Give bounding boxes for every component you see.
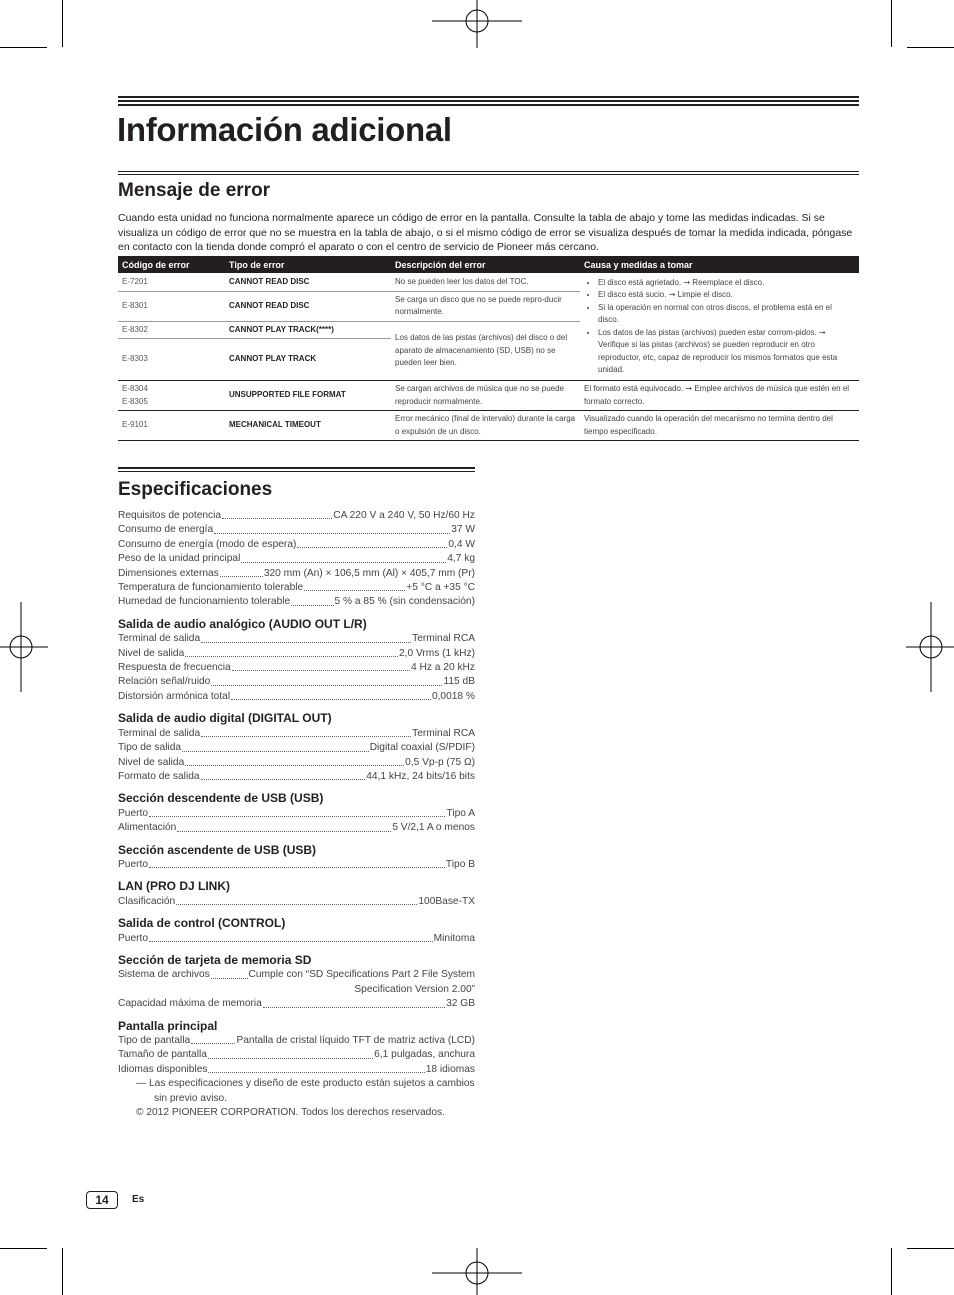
spec-row	[118, 741, 475, 755]
dot-leader	[182, 741, 369, 751]
error-type: CANNOT READ DISC	[225, 273, 391, 291]
table-row	[118, 411, 859, 441]
spec-group-heading: Sección de tarjeta de memoria SD	[118, 952, 312, 967]
spec-group-heading: Salida de audio digital (DIGITAL OUT)	[118, 711, 332, 726]
dot-leader	[211, 675, 442, 685]
section-rule	[118, 471, 475, 472]
spec-value: Terminal RCA	[412, 633, 475, 645]
crop-mark	[0, 1248, 47, 1249]
page-title: Información adicional	[117, 111, 452, 148]
spec-label: Tipo de pantalla	[118, 1035, 191, 1046]
crop-mark	[907, 1248, 954, 1249]
spec-value: 6,1 pulgadas, anchura	[374, 1049, 475, 1061]
spec-value: CA 220 V a 240 V, 50 Hz/60 Hz	[333, 510, 475, 521]
error-type: CANNOT PLAY TRACK	[225, 339, 391, 381]
crop-mark	[891, 1248, 892, 1295]
registration-mark-right	[906, 602, 954, 692]
spec-value: 18 idiomas	[425, 1063, 475, 1075]
dot-leader	[149, 932, 433, 942]
error-code: E-8303	[118, 339, 225, 381]
spec-row	[118, 932, 475, 946]
spec-label: Requisitos de potencia	[118, 510, 222, 521]
specs-note: — Las especificaciones y diseño de este producto están sujetos a cambios sin previo aviso.	[136, 1078, 475, 1104]
registration-mark-left	[0, 602, 48, 692]
spec-value: 320 mm (An) × 106,5 mm (Al) × 405,7 mm (Pr)	[263, 567, 475, 579]
spec-row	[118, 567, 475, 581]
spec-row	[118, 858, 475, 872]
error-desc: No se pueden leer los datos del TOC.	[391, 273, 580, 291]
spec-value: 44,1 kHz, 24 bits/16 bits	[366, 770, 475, 782]
spec-label: Terminal de salida	[118, 727, 201, 739]
error-desc: Error mecánico (final de intervalo) durante la carga o expulsión de un disco.	[391, 411, 580, 441]
table-row	[118, 381, 859, 411]
error-table-header	[118, 256, 859, 273]
dot-leader	[304, 581, 405, 591]
error-desc: Los datos de las pistas (archivos) del disco o del aparato de almacenamiento (SD, USB) no se pueden leer bien.	[391, 321, 580, 381]
spec-row	[118, 509, 475, 523]
spec-row	[118, 756, 475, 770]
error-cause: El formato está equivocado. ➞ Emplee archivos de música que estén en el formato correcto.	[580, 381, 859, 411]
header-desc: Descripción del error	[391, 256, 580, 273]
crop-mark	[62, 0, 63, 47]
spec-value: Minitoma	[433, 932, 475, 944]
spec-row	[118, 675, 475, 689]
spec-label: Consumo de energía (modo de espera)	[118, 538, 297, 550]
spec-value: Tipo A	[446, 807, 475, 819]
dot-leader	[263, 997, 445, 1007]
spec-value-continued: Specification Version 2.00”	[354, 983, 475, 995]
error-desc: Se cargan archivos de música que no se puede reproducir normalmente.	[391, 381, 580, 411]
spec-row	[118, 770, 475, 784]
header-cause: Causa y medidas a tomar	[580, 256, 859, 273]
header-type: Tipo de error	[225, 256, 391, 273]
cause-bullet: • Los datos de las pistas (archivos) pueden estar corrom-pidos. ➞ Verifique si las pistas (archivos) se pueden reproducir en otro reproductor, etc, capaz de reproducir los mismos formatos que esta unidad.	[598, 327, 855, 377]
spec-label: Temperatura de funcionamiento tolerable	[118, 582, 304, 594]
dot-leader	[201, 727, 411, 737]
spec-group-heading: Pantalla principal	[118, 1018, 218, 1033]
section-rule	[118, 467, 475, 469]
spec-value: Digital coaxial (S/PDIF)	[369, 742, 475, 754]
dot-leader	[220, 567, 263, 577]
cause-bullet: • El disco está sucio. ➞ Limpie el disco.	[598, 289, 855, 302]
spec-label: Dimensiones externas	[118, 567, 219, 579]
table-row	[118, 273, 859, 291]
section-rule	[118, 174, 859, 175]
spec-value: 5 % a 85 % (sin condensación)	[334, 596, 475, 608]
spec-label: Clasificación	[118, 895, 176, 907]
error-cause: Visualizado cuando la operación del mecanismo no termina dentro del tiempo especificado.	[580, 411, 859, 441]
spec-label: Relación señal/ruido	[118, 676, 211, 688]
spec-row	[118, 523, 475, 537]
cause-bullet: • El disco está agrietado. ➞ Reemplace el disco.	[598, 277, 855, 290]
error-code: E-9101	[118, 411, 225, 441]
title-rule	[118, 96, 859, 108]
dot-leader	[191, 1034, 235, 1044]
section-rule	[118, 171, 859, 172]
spec-value: 0,5 Vp-p (75 Ω)	[405, 756, 475, 768]
spec-row	[118, 552, 475, 566]
error-intro: Cuando esta unidad no funciona normalmente aparece un código de error en la pantalla. Consulte la tabla de abajo y tome las medidas indicadas. Si se visualiza un código de error que no se muestra en la tabla de abajo, o si el mismo código de error se visualiza después de tomar la medida indicada, póngase en contacto con la tienda donde compró el aparato o con el centro de servicio de Pioneer más cercano.	[118, 212, 853, 253]
registration-mark-top	[432, 0, 522, 48]
dot-leader	[291, 595, 333, 605]
spec-value: Pantalla de cristal líquido TFT de matriz activa (LCD)	[236, 1035, 475, 1046]
spec-row	[118, 1048, 475, 1062]
registration-mark-bottom	[432, 1248, 522, 1295]
header-code: Código de error	[118, 256, 225, 273]
spec-row	[118, 1034, 475, 1048]
spec-group-heading: Sección ascendente de USB (USB)	[118, 842, 317, 857]
spec-row	[118, 727, 475, 741]
spec-value: 0,4 W	[448, 538, 475, 550]
spec-value: 4 Hz a 20 kHz	[411, 662, 475, 674]
spec-row	[118, 647, 475, 661]
spec-group-heading: LAN (PRO DJ LINK)	[118, 879, 230, 894]
spec-value: 32 GB	[446, 998, 475, 1010]
dot-leader	[208, 1063, 424, 1073]
dot-leader	[297, 538, 447, 548]
spec-label: Capacidad máxima de memoria	[118, 998, 262, 1010]
spec-value: 0,0018 %	[431, 690, 475, 702]
error-table	[118, 256, 859, 441]
spec-label: Puerto	[118, 858, 149, 870]
spec-value: Terminal RCA	[412, 727, 475, 739]
spec-label: Tamaño de pantalla	[118, 1049, 207, 1061]
spec-row	[118, 968, 475, 982]
dot-leader	[232, 661, 410, 671]
spec-row	[118, 661, 475, 675]
dot-leader	[177, 821, 391, 831]
spec-label: Puerto	[118, 807, 149, 819]
dot-leader	[214, 523, 450, 533]
spec-label: Humedad de funcionamiento tolerable	[118, 596, 291, 608]
language-code: Es	[132, 1194, 145, 1205]
error-code: E-8304 E-8305	[118, 381, 225, 411]
spec-row	[118, 1063, 475, 1077]
dot-leader	[211, 968, 248, 978]
spec-label: Peso de la unidad principal	[118, 553, 241, 565]
dot-leader	[176, 895, 417, 905]
spec-value: 5 V/2,1 A o menos	[392, 822, 475, 834]
crop-mark	[62, 1248, 63, 1295]
spec-row	[118, 997, 475, 1011]
dot-leader	[185, 647, 398, 657]
error-cause	[580, 273, 859, 381]
specs-list	[118, 509, 475, 1120]
page-number: 14	[86, 1191, 118, 1209]
dot-leader	[201, 770, 366, 780]
spec-group-heading: Sección descendente de USB (USB)	[118, 791, 324, 806]
crop-mark	[0, 47, 47, 48]
dot-leader	[241, 552, 446, 562]
spec-group-heading: Salida de audio analógico (AUDIO OUT L/R)	[118, 616, 367, 631]
spec-value: 37 W	[451, 524, 475, 536]
spec-row	[118, 595, 475, 609]
error-code: E-8301	[118, 291, 225, 321]
error-type: CANNOT PLAY TRACK(****)	[225, 321, 391, 339]
spec-label: Sistema de archivos	[118, 969, 210, 981]
spec-row	[118, 895, 475, 909]
spec-label: Nivel de salida	[118, 756, 185, 768]
spec-label: Nivel de salida	[118, 647, 185, 659]
spec-row	[118, 581, 475, 595]
spec-row	[118, 807, 475, 821]
spec-label: Puerto	[118, 932, 149, 944]
dot-leader	[185, 756, 404, 766]
spec-value: 2,0 Vrms (1 kHz)	[398, 647, 475, 659]
spec-row	[118, 690, 475, 704]
spec-value: 4,7 kg	[447, 553, 475, 565]
spec-value: 100Base-TX	[418, 895, 475, 907]
spec-row	[118, 538, 475, 552]
spec-label: Formato de salida	[118, 770, 200, 782]
spec-label: Terminal de salida	[118, 633, 201, 645]
spec-group-heading: Salida de control (CONTROL)	[118, 916, 286, 931]
spec-value: Tipo B	[445, 858, 475, 870]
spec-label: Consumo de energía	[118, 524, 214, 536]
error-section-title: Mensaje de error	[118, 180, 271, 201]
copyright: © 2012 PIONEER CORPORATION. Todos los derechos reservados.	[136, 1107, 445, 1119]
dot-leader	[201, 632, 411, 642]
dot-leader	[231, 690, 431, 700]
crop-mark	[907, 47, 954, 48]
cause-bullet: • Si la operación en normal con otros discos, el problema está en el disco.	[598, 302, 855, 327]
dot-leader	[149, 807, 445, 817]
dot-leader	[222, 509, 332, 519]
spec-value: 115 dB	[443, 676, 475, 688]
spec-label: Alimentación	[118, 822, 177, 834]
error-type: CANNOT READ DISC	[225, 291, 391, 321]
error-code: E-8302	[118, 321, 225, 339]
dot-leader	[149, 858, 445, 868]
spec-label: Respuesta de frecuencia	[118, 662, 231, 674]
spec-value: +5 °C a +35 °C	[406, 582, 475, 594]
specs-section-title: Especificaciones	[118, 479, 273, 500]
spec-label: Idiomas disponibles	[118, 1063, 208, 1075]
crop-mark	[891, 0, 892, 47]
spec-label: Tipo de salida	[118, 742, 182, 754]
error-type: MECHANICAL TIMEOUT	[225, 411, 391, 441]
spec-row	[118, 821, 475, 835]
error-code: E-7201	[118, 273, 225, 291]
spec-label: Distorsión armónica total	[118, 690, 231, 702]
error-type: UNSUPPORTED FILE FORMAT	[225, 381, 391, 411]
spec-value: Cumple con “SD Specifications Part 2 File System	[248, 969, 475, 981]
error-desc: Se carga un disco que no se puede repro-ducir normalmente.	[391, 291, 580, 321]
dot-leader	[208, 1048, 373, 1058]
spec-row	[118, 632, 475, 646]
